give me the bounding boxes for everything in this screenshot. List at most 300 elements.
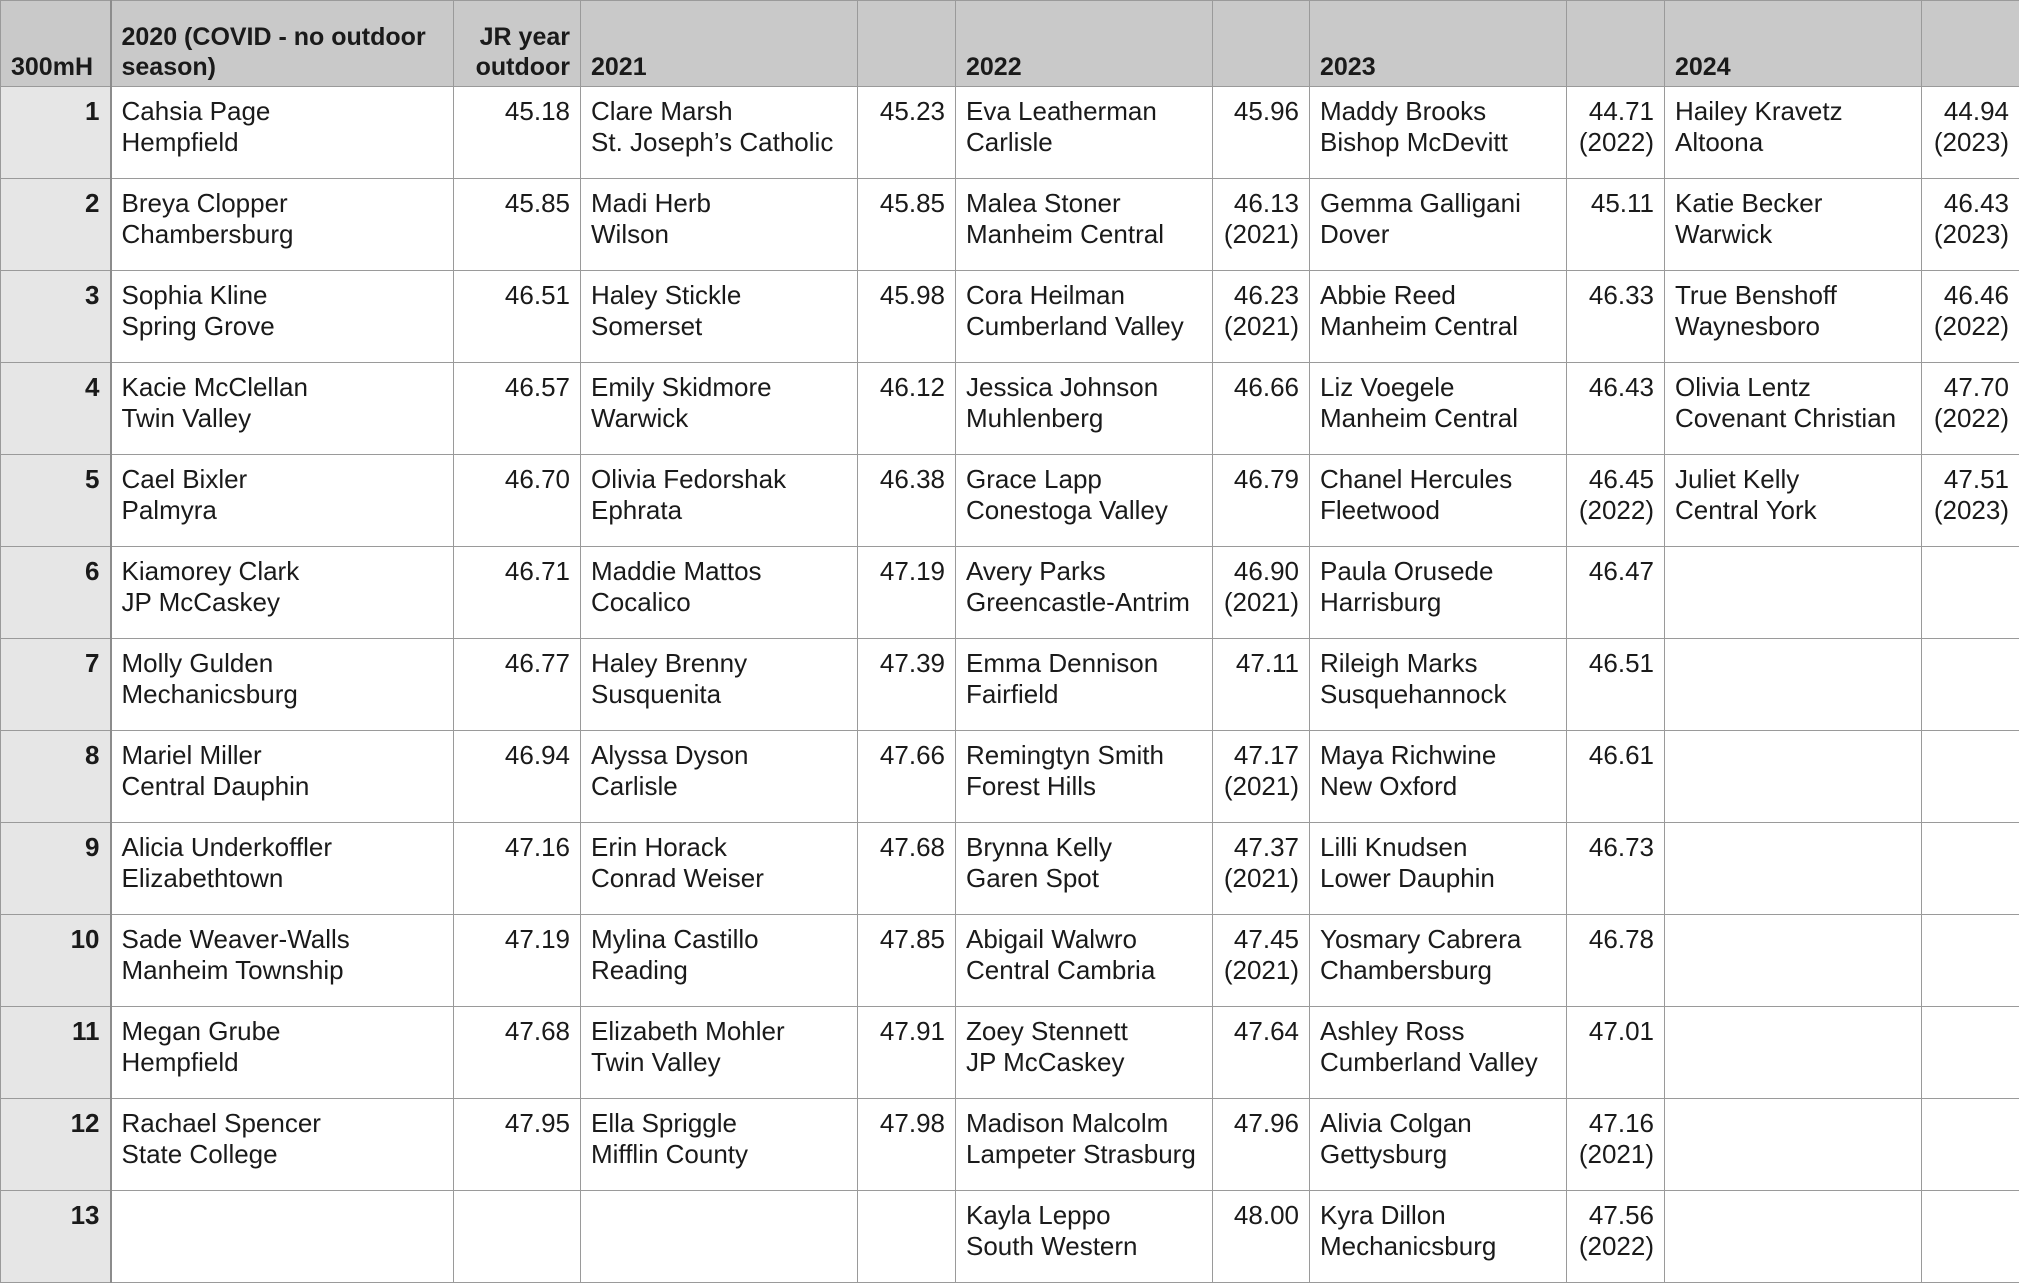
time-value: 47.37 bbox=[1223, 832, 1299, 863]
jr-year-header: JR year outdoor bbox=[454, 1, 581, 87]
athlete-cell-2024 bbox=[1665, 87, 1922, 179]
school-name: Fairfield bbox=[966, 679, 1202, 710]
time-cell-2024 bbox=[1922, 87, 2019, 179]
rank-cell: 13 bbox=[1, 1191, 111, 1283]
athlete-name: Rileigh Marks bbox=[1320, 648, 1556, 679]
time-value: 47.16 bbox=[1577, 1108, 1654, 1139]
athlete-name: Malea Stoner bbox=[966, 188, 1202, 219]
time-cell-2024 bbox=[1922, 1099, 2019, 1191]
time-cell-2024 bbox=[1922, 639, 2019, 731]
time-year-note: (2021) bbox=[1223, 219, 1299, 250]
school-name: JP McCaskey bbox=[966, 1047, 1202, 1078]
time-year-note: (2022) bbox=[1577, 495, 1654, 526]
school-name: Warwick bbox=[591, 403, 847, 434]
school-name: Altoona bbox=[1675, 127, 1911, 158]
school-name: Forest Hills bbox=[966, 771, 1202, 802]
time-cell-2024 bbox=[1922, 179, 2019, 271]
athlete-cell-2020 bbox=[111, 547, 454, 639]
athlete-cell-2022 bbox=[956, 915, 1213, 1007]
athlete-cell-2021 bbox=[581, 1099, 858, 1191]
school-name: Elizabethtown bbox=[122, 863, 444, 894]
table-row bbox=[1, 547, 2019, 639]
time-value: 47.19 bbox=[868, 556, 945, 587]
athlete-name: Clare Marsh bbox=[591, 96, 847, 127]
athlete-name: Emma Dennison bbox=[966, 648, 1202, 679]
time-cell-2020 bbox=[454, 639, 581, 731]
school-name: Manheim Central bbox=[1320, 403, 1556, 434]
time-cell-2020 bbox=[454, 455, 581, 547]
athlete-cell-2024 bbox=[1665, 1099, 1922, 1191]
time-value: 46.51 bbox=[464, 280, 570, 311]
school-name: Chambersburg bbox=[122, 219, 444, 250]
time-value: 47.70 bbox=[1932, 372, 2009, 403]
year-2020-header: 2020 (COVID - no outdoor season) bbox=[111, 1, 454, 87]
time-cell-2021 bbox=[858, 731, 956, 823]
athlete-cell-2021 bbox=[581, 823, 858, 915]
athlete-cell-2024 bbox=[1665, 1007, 1922, 1099]
athlete-name: Mylina Castillo bbox=[591, 924, 847, 955]
athlete-cell-2023 bbox=[1310, 1099, 1567, 1191]
athlete-name: Jessica Johnson bbox=[966, 372, 1202, 403]
school-name: Gettysburg bbox=[1320, 1139, 1556, 1170]
athlete-name: Kayla Leppo bbox=[966, 1200, 1202, 1231]
rank-cell: 11 bbox=[1, 1007, 111, 1099]
time-value: 47.56 bbox=[1577, 1200, 1654, 1231]
athlete-cell-2022 bbox=[956, 639, 1213, 731]
time-value: 46.43 bbox=[1577, 372, 1654, 403]
time-cell-2020 bbox=[454, 1007, 581, 1099]
athlete-name: Remingtyn Smith bbox=[966, 740, 1202, 771]
athlete-cell-2021 bbox=[581, 915, 858, 1007]
school-name: Spring Grove bbox=[122, 311, 444, 342]
time-cell-2023 bbox=[1567, 1191, 1665, 1283]
school-name: JP McCaskey bbox=[122, 587, 444, 618]
athlete-cell-2023 bbox=[1310, 179, 1567, 271]
time-year-note: (2023) bbox=[1932, 219, 2009, 250]
year-2022-header: 2022 bbox=[956, 1, 1213, 87]
time-value: 47.51 bbox=[1932, 464, 2009, 495]
athlete-cell-2020 bbox=[111, 915, 454, 1007]
school-name: Conrad Weiser bbox=[591, 863, 847, 894]
athlete-cell-2022 bbox=[956, 1099, 1213, 1191]
athlete-name: Alicia Underkoffler bbox=[122, 832, 444, 863]
time-value: 45.85 bbox=[868, 188, 945, 219]
school-name: Carlisle bbox=[591, 771, 847, 802]
rank-cell: 4 bbox=[1, 363, 111, 455]
time-cell-2020 bbox=[454, 731, 581, 823]
time-cell-2020 bbox=[454, 1191, 581, 1283]
rank-cell: 12 bbox=[1, 1099, 111, 1191]
athlete-cell-2024 bbox=[1665, 363, 1922, 455]
time-cell-2021 bbox=[858, 823, 956, 915]
time-value: 46.94 bbox=[464, 740, 570, 771]
athlete-cell-2023 bbox=[1310, 547, 1567, 639]
athlete-name: Kacie McClellan bbox=[122, 372, 444, 403]
time-value: 46.46 bbox=[1932, 280, 2009, 311]
athlete-name: Paula Orusede bbox=[1320, 556, 1556, 587]
time-cell-2022 bbox=[1213, 455, 1310, 547]
time-cell-2024 bbox=[1922, 455, 2019, 547]
time-value: 44.71 bbox=[1577, 96, 1654, 127]
time-cell-2021 bbox=[858, 547, 956, 639]
time-cell-2022 bbox=[1213, 179, 1310, 271]
time-value: 46.45 bbox=[1577, 464, 1654, 495]
school-name: Central York bbox=[1675, 495, 1911, 526]
time-value: 46.73 bbox=[1577, 832, 1654, 863]
time-value: 46.79 bbox=[1223, 464, 1299, 495]
time-value: 46.43 bbox=[1932, 188, 2009, 219]
school-name: Susquehannock bbox=[1320, 679, 1556, 710]
school-name: Wilson bbox=[591, 219, 847, 250]
table-row bbox=[1, 271, 2019, 363]
athlete-name: Ella Spriggle bbox=[591, 1108, 847, 1139]
time-cell-2022 bbox=[1213, 363, 1310, 455]
athlete-cell-2021 bbox=[581, 547, 858, 639]
time-value: 46.33 bbox=[1577, 280, 1654, 311]
time-value: 46.13 bbox=[1223, 188, 1299, 219]
athlete-cell-2021 bbox=[581, 179, 858, 271]
school-name: Bishop McDevitt bbox=[1320, 127, 1556, 158]
school-name: Warwick bbox=[1675, 219, 1911, 250]
athlete-cell-2023 bbox=[1310, 1191, 1567, 1283]
athlete-cell-2021 bbox=[581, 363, 858, 455]
athlete-name: Olivia Fedorshak bbox=[591, 464, 847, 495]
athlete-cell-2023 bbox=[1310, 1007, 1567, 1099]
athlete-cell-2023 bbox=[1310, 455, 1567, 547]
athlete-cell-2020 bbox=[111, 455, 454, 547]
table-row bbox=[1, 915, 2019, 1007]
time-cell-2023 bbox=[1567, 915, 1665, 1007]
time-year-note: (2021) bbox=[1223, 863, 1299, 894]
time-cell-2020 bbox=[454, 823, 581, 915]
athlete-name: Cora Heilman bbox=[966, 280, 1202, 311]
athlete-name: Madison Malcolm bbox=[966, 1108, 1202, 1139]
athlete-cell-2020 bbox=[111, 179, 454, 271]
time-cell-2022 bbox=[1213, 823, 1310, 915]
time-value: 46.78 bbox=[1577, 924, 1654, 955]
time-value: 44.94 bbox=[1932, 96, 2009, 127]
time-cell-2021 bbox=[858, 455, 956, 547]
athlete-cell-2023 bbox=[1310, 87, 1567, 179]
time-2022-header bbox=[1213, 1, 1310, 87]
school-name: Manheim Central bbox=[1320, 311, 1556, 342]
rank-cell: 3 bbox=[1, 271, 111, 363]
table-row bbox=[1, 87, 2019, 179]
athlete-cell-2020 bbox=[111, 363, 454, 455]
time-cell-2023 bbox=[1567, 363, 1665, 455]
time-cell-2023 bbox=[1567, 455, 1665, 547]
time-value: 46.77 bbox=[464, 648, 570, 679]
athlete-cell-2023 bbox=[1310, 639, 1567, 731]
athlete-cell-2023 bbox=[1310, 363, 1567, 455]
athlete-name: Megan Grube bbox=[122, 1016, 444, 1047]
school-name: Mechanicsburg bbox=[1320, 1231, 1556, 1262]
school-name: Greencastle-Antrim bbox=[966, 587, 1202, 618]
time-year-note: (2023) bbox=[1932, 127, 2009, 158]
time-value: 46.51 bbox=[1577, 648, 1654, 679]
athlete-cell-2022 bbox=[956, 1191, 1213, 1283]
athlete-name: Katie Becker bbox=[1675, 188, 1911, 219]
athlete-name: Eva Leatherman bbox=[966, 96, 1202, 127]
rank-cell: 9 bbox=[1, 823, 111, 915]
athlete-cell-2021 bbox=[581, 1191, 858, 1283]
time-cell-2020 bbox=[454, 1099, 581, 1191]
athlete-cell-2022 bbox=[956, 823, 1213, 915]
time-value: 47.01 bbox=[1577, 1016, 1654, 1047]
time-year-note: (2022) bbox=[1932, 311, 2009, 342]
athlete-name: Sophia Kline bbox=[122, 280, 444, 311]
athlete-name: Hailey Kravetz bbox=[1675, 96, 1911, 127]
athlete-cell-2021 bbox=[581, 639, 858, 731]
school-name: Manheim Central bbox=[966, 219, 1202, 250]
time-cell-2020 bbox=[454, 179, 581, 271]
school-name: Hempfield bbox=[122, 1047, 444, 1078]
time-value: 45.18 bbox=[464, 96, 570, 127]
time-cell-2022 bbox=[1213, 915, 1310, 1007]
time-cell-2024 bbox=[1922, 1191, 2019, 1283]
time-value: 47.95 bbox=[464, 1108, 570, 1139]
athlete-cell-2021 bbox=[581, 731, 858, 823]
athlete-name: Madi Herb bbox=[591, 188, 847, 219]
athlete-name: Sade Weaver-Walls bbox=[122, 924, 444, 955]
school-name: Covenant Christian bbox=[1675, 403, 1911, 434]
time-cell-2020 bbox=[454, 271, 581, 363]
time-value: 46.61 bbox=[1577, 740, 1654, 771]
athlete-cell-2022 bbox=[956, 547, 1213, 639]
time-value: 47.45 bbox=[1223, 924, 1299, 955]
event-header: 300mH bbox=[1, 1, 111, 87]
time-value: 46.70 bbox=[464, 464, 570, 495]
rank-cell: 1 bbox=[1, 87, 111, 179]
time-cell-2024 bbox=[1922, 363, 2019, 455]
time-cell-2020 bbox=[454, 915, 581, 1007]
time-cell-2021 bbox=[858, 363, 956, 455]
athlete-cell-2022 bbox=[956, 179, 1213, 271]
athlete-cell-2024 bbox=[1665, 1191, 1922, 1283]
time-cell-2024 bbox=[1922, 271, 2019, 363]
athlete-name: Lilli Knudsen bbox=[1320, 832, 1556, 863]
time-year-note: (2022) bbox=[1577, 127, 1654, 158]
time-value: 47.66 bbox=[868, 740, 945, 771]
athlete-name: Olivia Lentz bbox=[1675, 372, 1911, 403]
time-year-note: (2021) bbox=[1223, 311, 1299, 342]
athlete-cell-2024 bbox=[1665, 455, 1922, 547]
athlete-name: Yosmary Cabrera bbox=[1320, 924, 1556, 955]
time-year-note: (2021) bbox=[1223, 771, 1299, 802]
athlete-cell-2024 bbox=[1665, 179, 1922, 271]
school-name: Cocalico bbox=[591, 587, 847, 618]
school-name: Waynesboro bbox=[1675, 311, 1911, 342]
athlete-name: Haley Stickle bbox=[591, 280, 847, 311]
athlete-name: Breya Clopper bbox=[122, 188, 444, 219]
year-2021-header: 2021 bbox=[581, 1, 858, 87]
athlete-cell-2024 bbox=[1665, 547, 1922, 639]
school-name: New Oxford bbox=[1320, 771, 1556, 802]
school-name: Manheim Township bbox=[122, 955, 444, 986]
time-cell-2022 bbox=[1213, 731, 1310, 823]
athlete-cell-2024 bbox=[1665, 639, 1922, 731]
time-cell-2023 bbox=[1567, 271, 1665, 363]
time-cell-2021 bbox=[858, 1007, 956, 1099]
school-name: Garen Spot bbox=[966, 863, 1202, 894]
time-value: 47.68 bbox=[868, 832, 945, 863]
athlete-cell-2020 bbox=[111, 87, 454, 179]
school-name: South Western bbox=[966, 1231, 1202, 1262]
time-cell-2021 bbox=[858, 915, 956, 1007]
athlete-name: Erin Horack bbox=[591, 832, 847, 863]
school-name: Somerset bbox=[591, 311, 847, 342]
school-name: Lampeter Strasburg bbox=[966, 1139, 1202, 1170]
athlete-cell-2020 bbox=[111, 731, 454, 823]
time-cell-2022 bbox=[1213, 271, 1310, 363]
table-row bbox=[1, 1007, 2019, 1099]
athlete-name: Avery Parks bbox=[966, 556, 1202, 587]
table-row bbox=[1, 731, 2019, 823]
time-value: 46.12 bbox=[868, 372, 945, 403]
athlete-cell-2022 bbox=[956, 1007, 1213, 1099]
athlete-cell-2021 bbox=[581, 1007, 858, 1099]
athlete-name: Kyra Dillon bbox=[1320, 1200, 1556, 1231]
table-row bbox=[1, 639, 2019, 731]
time-value: 45.98 bbox=[868, 280, 945, 311]
athlete-name: Haley Brenny bbox=[591, 648, 847, 679]
school-name: Twin Valley bbox=[591, 1047, 847, 1078]
table-row bbox=[1, 179, 2019, 271]
athlete-cell-2022 bbox=[956, 731, 1213, 823]
time-cell-2023 bbox=[1567, 731, 1665, 823]
time-year-note: (2021) bbox=[1223, 955, 1299, 986]
time-year-note: (2022) bbox=[1577, 1231, 1654, 1262]
time-value: 47.11 bbox=[1223, 648, 1299, 679]
athlete-name: Brynna Kelly bbox=[966, 832, 1202, 863]
time-cell-2023 bbox=[1567, 823, 1665, 915]
athlete-name: Rachael Spencer bbox=[122, 1108, 444, 1139]
time-2024-header bbox=[1922, 1, 2019, 87]
athlete-cell-2023 bbox=[1310, 731, 1567, 823]
athlete-name: Ashley Ross bbox=[1320, 1016, 1556, 1047]
time-cell-2023 bbox=[1567, 179, 1665, 271]
time-cell-2023 bbox=[1567, 1007, 1665, 1099]
time-2023-header bbox=[1567, 1, 1665, 87]
athlete-cell-2020 bbox=[111, 1099, 454, 1191]
time-year-note: (2022) bbox=[1932, 403, 2009, 434]
time-value: 47.16 bbox=[464, 832, 570, 863]
school-name: Muhlenberg bbox=[966, 403, 1202, 434]
school-name: State College bbox=[122, 1139, 444, 1170]
school-name: Reading bbox=[591, 955, 847, 986]
athlete-cell-2020 bbox=[111, 639, 454, 731]
time-cell-2023 bbox=[1567, 1099, 1665, 1191]
school-name: Harrisburg bbox=[1320, 587, 1556, 618]
athlete-name: Mariel Miller bbox=[122, 740, 444, 771]
athlete-name: True Benshoff bbox=[1675, 280, 1911, 311]
time-value: 47.17 bbox=[1223, 740, 1299, 771]
athlete-cell-2024 bbox=[1665, 915, 1922, 1007]
athlete-cell-2020 bbox=[111, 1191, 454, 1283]
time-cell-2022 bbox=[1213, 547, 1310, 639]
athlete-cell-2021 bbox=[581, 455, 858, 547]
time-value: 47.19 bbox=[464, 924, 570, 955]
school-name: Ephrata bbox=[591, 495, 847, 526]
time-year-note: (2021) bbox=[1223, 587, 1299, 618]
rank-cell: 10 bbox=[1, 915, 111, 1007]
athlete-cell-2023 bbox=[1310, 823, 1567, 915]
athlete-cell-2023 bbox=[1310, 915, 1567, 1007]
school-name: Central Dauphin bbox=[122, 771, 444, 802]
athlete-name: Chanel Hercules bbox=[1320, 464, 1556, 495]
athlete-name: Emily Skidmore bbox=[591, 372, 847, 403]
time-value: 46.66 bbox=[1223, 372, 1299, 403]
athlete-cell-2023 bbox=[1310, 271, 1567, 363]
athlete-name: Maddie Mattos bbox=[591, 556, 847, 587]
athlete-cell-2022 bbox=[956, 363, 1213, 455]
year-2024-header: 2024 bbox=[1665, 1, 1922, 87]
time-value: 47.85 bbox=[868, 924, 945, 955]
school-name: Fleetwood bbox=[1320, 495, 1556, 526]
time-cell-2024 bbox=[1922, 547, 2019, 639]
athlete-name: Maddy Brooks bbox=[1320, 96, 1556, 127]
time-value: 46.57 bbox=[464, 372, 570, 403]
time-cell-2021 bbox=[858, 1191, 956, 1283]
athlete-cell-2020 bbox=[111, 1007, 454, 1099]
time-cell-2023 bbox=[1567, 547, 1665, 639]
time-cell-2021 bbox=[858, 87, 956, 179]
athlete-name: Juliet Kelly bbox=[1675, 464, 1911, 495]
athlete-name: Molly Gulden bbox=[122, 648, 444, 679]
athlete-name: Cael Bixler bbox=[122, 464, 444, 495]
time-value: 48.00 bbox=[1223, 1200, 1299, 1231]
time-cell-2024 bbox=[1922, 731, 2019, 823]
time-cell-2020 bbox=[454, 363, 581, 455]
rank-cell: 5 bbox=[1, 455, 111, 547]
school-name: Chambersburg bbox=[1320, 955, 1556, 986]
school-name: Mifflin County bbox=[591, 1139, 847, 1170]
athlete-cell-2024 bbox=[1665, 271, 1922, 363]
athlete-name: Liz Voegele bbox=[1320, 372, 1556, 403]
time-value: 47.39 bbox=[868, 648, 945, 679]
table-row bbox=[1, 1099, 2019, 1191]
time-cell-2024 bbox=[1922, 1007, 2019, 1099]
school-name: Cumberland Valley bbox=[966, 311, 1202, 342]
table-row bbox=[1, 363, 2019, 455]
time-cell-2022 bbox=[1213, 639, 1310, 731]
time-cell-2022 bbox=[1213, 87, 1310, 179]
time-year-note: (2021) bbox=[1577, 1139, 1654, 1170]
year-2023-header: 2023 bbox=[1310, 1, 1567, 87]
athlete-cell-2022 bbox=[956, 455, 1213, 547]
time-cell-2021 bbox=[858, 639, 956, 731]
time-value: 46.47 bbox=[1577, 556, 1654, 587]
athlete-name: Abigail Walwro bbox=[966, 924, 1202, 955]
time-value: 46.38 bbox=[868, 464, 945, 495]
table-row bbox=[1, 823, 2019, 915]
time-value: 46.71 bbox=[464, 556, 570, 587]
rank-cell: 6 bbox=[1, 547, 111, 639]
athlete-name: Alyssa Dyson bbox=[591, 740, 847, 771]
athlete-cell-2024 bbox=[1665, 731, 1922, 823]
school-name: Cumberland Valley bbox=[1320, 1047, 1556, 1078]
school-name: Hempfield bbox=[122, 127, 444, 158]
time-cell-2021 bbox=[858, 1099, 956, 1191]
school-name: Conestoga Valley bbox=[966, 495, 1202, 526]
time-cell-2024 bbox=[1922, 823, 2019, 915]
athlete-cell-2021 bbox=[581, 87, 858, 179]
time-2021-header bbox=[858, 1, 956, 87]
rank-cell: 8 bbox=[1, 731, 111, 823]
school-name: Palmyra bbox=[122, 495, 444, 526]
rank-cell: 2 bbox=[1, 179, 111, 271]
time-value: 46.90 bbox=[1223, 556, 1299, 587]
